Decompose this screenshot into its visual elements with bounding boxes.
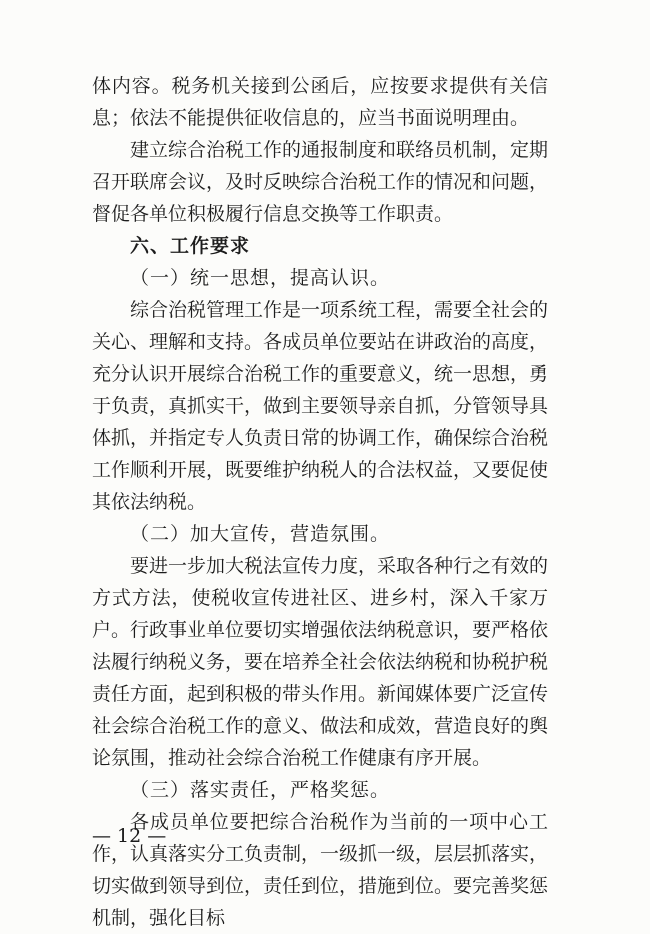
paragraph-publicity: 要进一步加大税法宣传力度，采取各种行之有效的方式方法，使税收宣传进社区、进乡村，深入千家万户。行政事业单位要切实增强依法纳税意识，要严格依法履行纳税义务，要在培养全社会依法纳税和协税护税责任方面，起到积极的带头作用。新闻媒体要广泛宣传社会综合治税工作的意义、做法和成效，营造良好的舆论氛围，推动社会综合治税工作健康有序开展。 xyxy=(92,555,549,769)
subheading-responsibility: （三）落实责任，严格奖惩。 xyxy=(130,779,391,801)
document-body xyxy=(92,70,548,934)
paragraph-reporting-mechanism: 建立综合治税工作的通报制度和联络员机制，定期召开联席会议，及时反映综合治税工作的情况和问题，督促各单位积极履行信息交换等工作职责。 xyxy=(92,139,549,225)
page-number: — 12 — xyxy=(92,825,167,847)
subheading-publicity: （二）加大宣传，营造氛围。 xyxy=(130,523,391,545)
subheading-unify-thinking: （一）统一思想，提高认识。 xyxy=(130,267,391,289)
paragraph-continuation: 体内容。税务机关接到公函后，应按要求提供有关信息；依法不能提供征收信息的，应当书面说明理由。 xyxy=(92,75,548,129)
paragraph-responsibility: 各成员单位要把综合治税作为当前的一项中心工作，认真落实分工负责制，一级抓一级，层层抓落实，切实做到领导到位，责任到位，措施到位。要完善奖惩机制，强化目标 xyxy=(92,811,549,929)
section-heading-work-requirements: 六、工作要求 xyxy=(130,235,251,257)
paragraph-unify-thinking: 综合治税管理工作是一项系统工程，需要全社会的关心、理解和支持。各成员单位要站在讲政治的高度，充分认识开展综合治税工作的重要意义，统一思想，勇于负责，真抓实干，做到主要领导亲自抓，分管领导具体抓，并指定专人负责日常的协调工作，确保综合治税工作顺利开展，既要维护纳税人的合法权益，又要促使其依法纳税。 xyxy=(92,299,549,513)
